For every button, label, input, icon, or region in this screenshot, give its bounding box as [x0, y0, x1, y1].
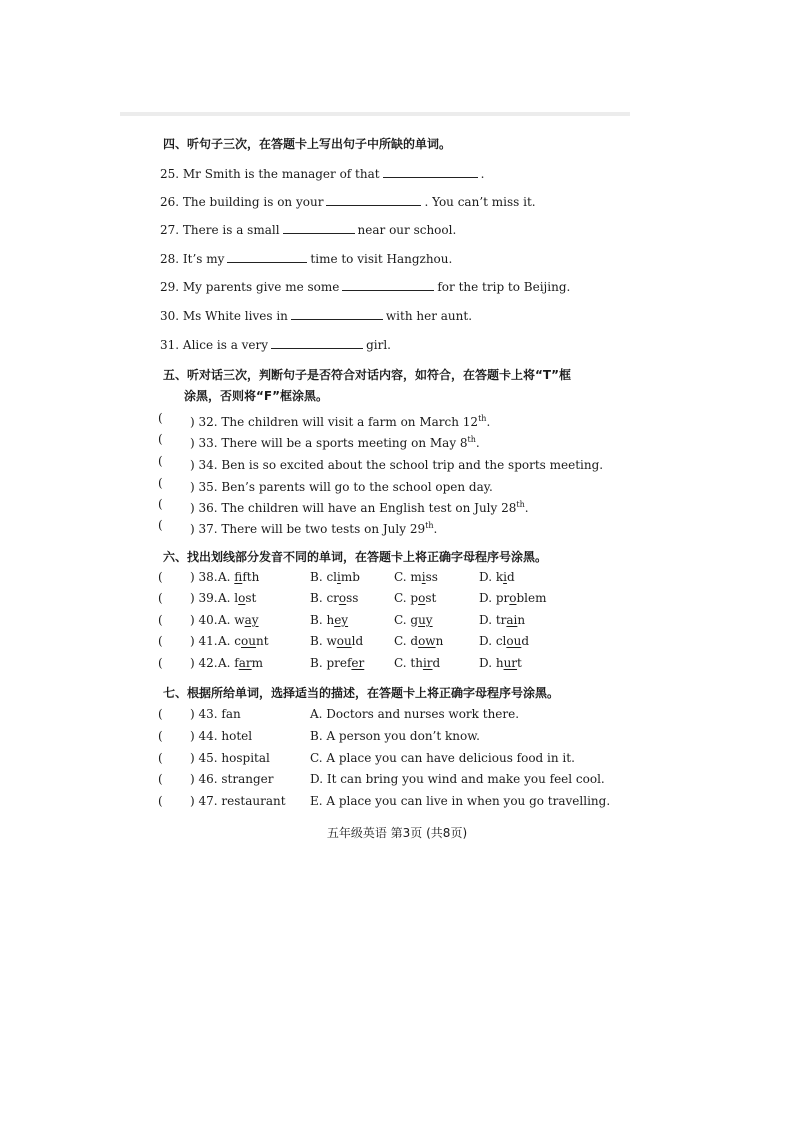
- question-text-after: .: [480, 167, 485, 181]
- option-word: [310, 613, 348, 627]
- true-false-item: [190, 476, 493, 495]
- underlined-sound: i: [421, 570, 426, 584]
- answer-paren: (: [158, 707, 163, 721]
- section6-heading: 六、找出划线部分发音不同的单词，在答题卡上将正确字母程序号涂黑。: [163, 550, 548, 564]
- option-post: nt: [255, 634, 269, 648]
- option-post: t: [517, 656, 522, 670]
- option-word: [394, 656, 440, 670]
- match-description: C. A place you can have delicious food in it.: [310, 751, 575, 765]
- match-word: ) 46. stranger: [190, 772, 274, 786]
- true-false-item: [190, 518, 437, 537]
- answer-blank[interactable]: [283, 221, 355, 234]
- question-text-after: . You can’t miss it.: [424, 195, 536, 209]
- option-pre: C. p: [394, 591, 419, 605]
- option-pre: A. l: [218, 591, 239, 605]
- option-word: [394, 634, 443, 648]
- option-pre: D. k: [479, 570, 504, 584]
- answer-paren: (: [158, 454, 163, 468]
- question-text-after: for the trip to Beijing.: [437, 280, 571, 294]
- underlined-sound: o: [338, 591, 347, 605]
- option-word: [310, 591, 358, 605]
- answer-paren: (: [158, 613, 163, 627]
- option-word: [394, 613, 433, 627]
- question-text-after: with her aunt.: [385, 309, 473, 323]
- question-number: ) 40.: [190, 613, 218, 627]
- answer-paren: (: [158, 476, 163, 490]
- match-word: ) 47. restaurant: [190, 794, 286, 808]
- answer-blank[interactable]: [326, 193, 421, 206]
- answer-blank[interactable]: [383, 165, 478, 178]
- fill-in-question: [160, 221, 456, 238]
- option-post: st: [245, 591, 257, 605]
- section4-heading: 四、听句子三次，在答题卡上写出句子中所缺的单词。: [163, 137, 452, 151]
- option-word: [394, 570, 438, 584]
- underlined-sound: f: [234, 570, 243, 584]
- statement-text: ) 35. Ben’s parents will go to the school open day.: [190, 480, 493, 494]
- page-footer: 五年级英语 第3页 (共8页): [326, 826, 468, 840]
- option-pre: A. f: [218, 656, 239, 670]
- question-text: 29. My parents give me some: [160, 280, 340, 294]
- question-text: 31. Alice is a very: [160, 338, 269, 352]
- option-pre: B. cl: [310, 570, 338, 584]
- match-description: E. A place you can live in when you go travelling.: [310, 794, 611, 808]
- underlined-sound: o: [509, 591, 517, 605]
- underlined-sound: ur: [503, 656, 518, 670]
- answer-paren: (: [158, 634, 163, 648]
- option-pre: B. w: [310, 634, 337, 648]
- option-word: [479, 570, 515, 584]
- option-word: [310, 656, 364, 670]
- underlined-sound: ey: [334, 613, 349, 627]
- question-text-after: girl.: [366, 338, 391, 352]
- answer-paren: (: [158, 411, 163, 425]
- option-pre: A.: [218, 570, 235, 584]
- answer-paren: (: [158, 497, 163, 511]
- option-word: [218, 613, 259, 627]
- option-pre: C. g: [394, 613, 419, 627]
- match-description: D. It can bring you wind and make you feel cool.: [310, 772, 605, 786]
- statement-text: ) 37. There will be two tests on July 29: [190, 522, 426, 536]
- section5-heading-line2: 涂黑，否则将“F”框涂黑。: [184, 389, 328, 403]
- scan-edge-line: [120, 112, 630, 116]
- question-text: 30. Ms White lives in: [160, 309, 288, 323]
- fill-in-question: [160, 307, 472, 324]
- underlined-sound: i: [503, 570, 507, 584]
- option-post: d: [506, 570, 515, 584]
- underlined-sound: ai: [506, 613, 518, 627]
- question-number: ) 42.: [190, 656, 218, 670]
- option-post: n: [517, 613, 526, 627]
- question-text: 26. The building is on your: [160, 195, 324, 209]
- true-false-item: [190, 497, 529, 516]
- match-word: ) 43. fan: [190, 707, 241, 721]
- option-word: [310, 570, 360, 584]
- answer-paren: (: [158, 794, 163, 808]
- answer-blank[interactable]: [342, 278, 434, 291]
- underlined-sound: o: [418, 591, 426, 605]
- statement-end: .: [475, 436, 480, 450]
- question-number: ) 41.: [190, 634, 218, 648]
- option-pre: C. th: [394, 656, 423, 670]
- ordinal-suffix: th: [467, 435, 476, 444]
- option-word: [394, 591, 436, 605]
- statement-end: .: [486, 415, 491, 429]
- option-pre: C. d: [394, 634, 419, 648]
- section5-heading-line1: 五、听对话三次，判断句子是否符合对话内容，如符合，在答题卡上将“T”框: [163, 368, 571, 382]
- option-pre: B. h: [310, 613, 335, 627]
- answer-blank[interactable]: [227, 250, 307, 263]
- option-pre: A. w: [218, 613, 245, 627]
- underlined-sound: er: [351, 656, 365, 670]
- match-description: A. Doctors and nurses work there.: [310, 707, 520, 721]
- question-text: 27. There is a small: [160, 223, 280, 237]
- option-word: [479, 634, 529, 648]
- answer-paren: (: [158, 591, 163, 605]
- fill-in-question: [160, 250, 452, 267]
- option-post: ss: [346, 591, 359, 605]
- section7-heading: 七、根据所给单词，选择适当的描述，在答题卡上将正确字母程序号涂黑。: [163, 686, 560, 700]
- match-word: ) 44. hotel: [190, 729, 253, 743]
- underlined-sound: i: [337, 570, 341, 584]
- answer-paren: (: [158, 656, 163, 670]
- answer-paren: (: [158, 432, 163, 446]
- option-word: [479, 591, 546, 605]
- option-post: m: [251, 656, 264, 670]
- question-number: ) 38.: [190, 570, 218, 584]
- option-pre: C. m: [394, 570, 422, 584]
- option-pre: D. h: [479, 656, 504, 670]
- option-post: ss: [425, 570, 438, 584]
- statement-end: .: [433, 522, 438, 536]
- option-word: [479, 613, 525, 627]
- option-word: [310, 634, 363, 648]
- option-word: [218, 570, 259, 584]
- fill-in-question: [160, 336, 391, 353]
- option-word: [218, 591, 256, 605]
- question-text: 28. It’s my: [160, 252, 225, 266]
- statement-text: ) 36. The children will have an English test on July 28: [190, 501, 517, 515]
- option-pre: D. pr: [479, 591, 510, 605]
- answer-blank[interactable]: [271, 336, 363, 349]
- answer-paren: (: [158, 751, 163, 765]
- statement-text: ) 32. The children will visit a farm on March 12: [190, 415, 479, 429]
- underlined-sound: o: [238, 591, 246, 605]
- fill-in-question: [160, 278, 570, 295]
- underlined-sound: ar: [238, 656, 252, 670]
- option-pre: B. pref: [310, 656, 352, 670]
- underlined-sound: ou: [336, 634, 352, 648]
- option-post: mb: [340, 570, 360, 584]
- answer-blank[interactable]: [291, 307, 383, 320]
- option-pre: D. tr: [479, 613, 507, 627]
- option-post: st: [425, 591, 437, 605]
- option-pre: B. cr: [310, 591, 339, 605]
- option-post: fth: [242, 570, 260, 584]
- true-false-item: [190, 432, 480, 451]
- option-word: [218, 656, 263, 670]
- underlined-sound: ou: [506, 634, 522, 648]
- match-description: B. A person you don’t know.: [310, 729, 480, 743]
- underlined-sound: ow: [418, 634, 436, 648]
- question-text-after: time to visit Hangzhou.: [310, 252, 453, 266]
- option-post: d: [521, 634, 530, 648]
- answer-paren: (: [158, 518, 163, 532]
- option-post: d: [432, 656, 441, 670]
- ordinal-suffix: th: [516, 500, 525, 509]
- ordinal-suffix: th: [478, 414, 487, 423]
- option-pre: D. cl: [479, 634, 507, 648]
- fill-in-question: [160, 193, 536, 210]
- option-word: [218, 634, 269, 648]
- option-post: blem: [516, 591, 547, 605]
- match-word: ) 45. hospital: [190, 751, 270, 765]
- underlined-sound: ay: [244, 613, 259, 627]
- answer-paren: (: [158, 729, 163, 743]
- ordinal-suffix: th: [425, 521, 434, 530]
- underlined-sound: ir: [422, 656, 433, 670]
- option-pre: A. c: [218, 634, 242, 648]
- true-false-item: [190, 454, 603, 473]
- question-number: ) 39.: [190, 591, 218, 605]
- statement-text: ) 33. There will be a sports meeting on May 8: [190, 436, 468, 450]
- underlined-sound: ou: [241, 634, 256, 648]
- question-text: 25. Mr Smith is the manager of that: [160, 167, 380, 181]
- statement-text: ) 34. Ben is so excited about the school trip and the sports meeting.: [190, 458, 604, 472]
- statement-end: .: [524, 501, 529, 515]
- question-text-after: near our school.: [357, 223, 457, 237]
- option-word: [479, 656, 522, 670]
- true-false-item: [190, 411, 490, 430]
- fill-in-question: [160, 165, 484, 182]
- answer-paren: (: [158, 772, 163, 786]
- option-post: ld: [351, 634, 364, 648]
- option-post: n: [435, 634, 444, 648]
- underlined-sound: uy: [418, 613, 433, 627]
- answer-paren: (: [158, 570, 163, 584]
